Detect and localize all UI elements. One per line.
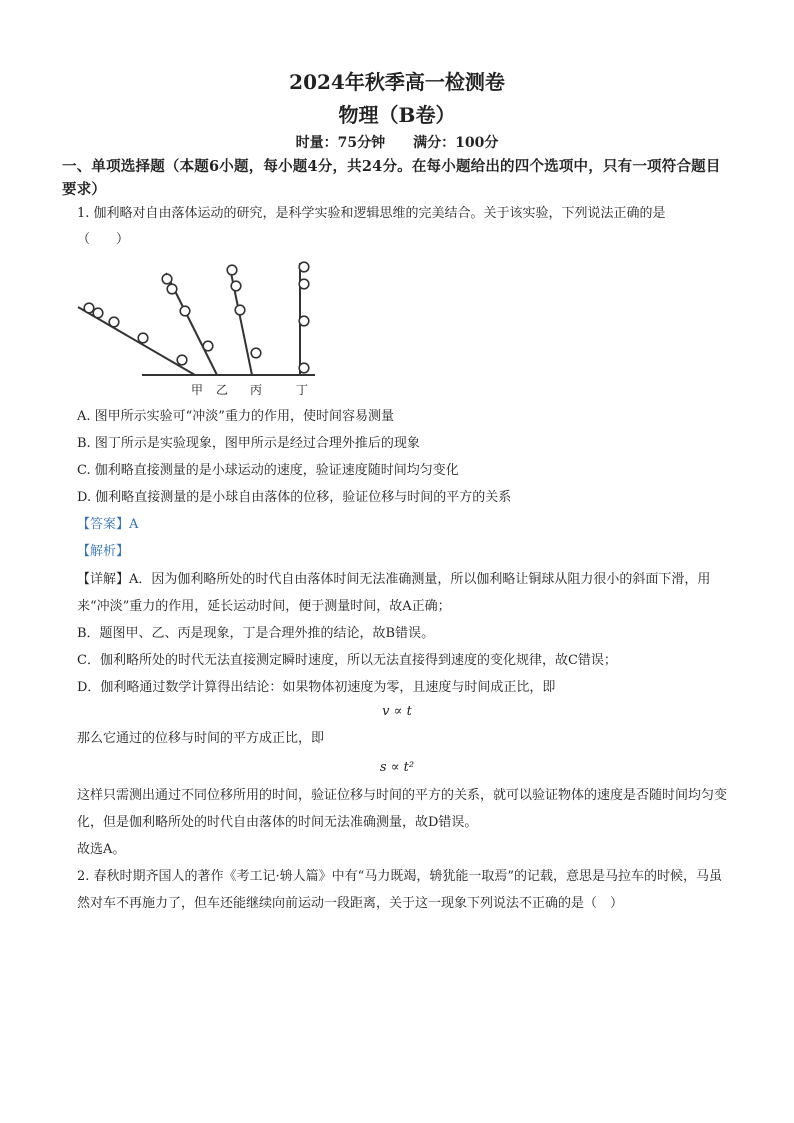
detail-d-conclusion: 这样只需测出通过不同位移所用的时间，验证位移与时间的平方的关系，就可以验证物体的速度是否随时间均匀变化，但是伽利略所处的时代自由落体的时间无法准确测量，故D错误。: [77, 788, 728, 830]
detail-a: 【详解】A．因为伽利略所处的时代自由落体时间无法准确测量，所以伽利略让铜球从阻力很小的斜面下滑，用来“冲淡”重力的作用，延长运动时间，便于测量时间，故A正确；: [77, 572, 711, 614]
ball-bing-1: [227, 265, 237, 275]
ball-ding-2: [299, 279, 309, 289]
question-1-stem-paren: （ ）: [77, 232, 130, 247]
question-1-stem: 1. 伽利略对自由落体运动的研究，是科学实验和逻辑思维的完美结合。关于该实验，下列说法正确的是: [77, 206, 666, 221]
page-subtitle: 物理（B卷）: [338, 103, 456, 127]
ball-jia-3: [109, 317, 119, 327]
option-c: C. 伽利略直接测量的是小球运动的速度，验证速度随时间均匀变化: [77, 463, 459, 478]
formula-s-proportional-t-squared: s ∝ t²: [379, 760, 415, 775]
ball-jia-2: [93, 308, 103, 318]
ball-jia-4: [138, 333, 148, 343]
option-a: A. 图甲所示实验可“冲淡”重力的作用，使时间容易测量: [77, 409, 394, 424]
answer: 【答案】A: [77, 517, 139, 532]
final-choice: 故选A。: [77, 842, 126, 857]
analysis-label: 【解析】: [77, 544, 130, 559]
figure-label-ding: 丁: [296, 383, 309, 397]
figure-label-bing: 丙: [250, 383, 263, 397]
ball-yi-2: [167, 284, 177, 294]
exam-meta: 时量：75分钟 满分：100分: [295, 135, 499, 151]
detail-d-continued: 那么它通过的位移与时间的平方成正比，即: [77, 731, 325, 746]
figure-label-yi: 乙: [216, 383, 229, 397]
ball-yi-3: [180, 306, 190, 316]
option-b: B. 图丁所示是实验现象，图甲所示是经过合理外推后的现象: [77, 436, 420, 451]
ball-ding-4: [299, 363, 309, 373]
ball-yi-1: [162, 274, 172, 284]
detail-d: D．伽利略通过数学计算得出结论：如果物体初速度为零，且速度与时间成正比，即: [77, 680, 556, 695]
formula-v-proportional-t: v ∝ t: [382, 704, 412, 719]
ball-jia-1: [84, 303, 94, 313]
option-d: D. 伽利略直接测量的是小球自由落体的位移，验证位移与时间的平方的关系: [77, 490, 512, 505]
ball-jia-5: [177, 355, 187, 365]
ball-bing-2: [231, 281, 241, 291]
question-2-stem: 2. 春秋时期齐国人的著作《考工记·辀人篇》中有“马力既竭，辀犹能一取焉”的记载，意思是马拉车的时候，马虽然对车不再施力了，但车还能继续向前运动一段距离，关于这一现象下列说法不正确的是（ ）: [77, 869, 722, 911]
ball-ding-3: [299, 316, 309, 326]
detail-c: C．伽利略所处的时代无法直接测定瞬时速度，所以无法直接得到速度的变化规律，故C错误；: [77, 653, 617, 668]
ball-yi-4: [203, 341, 213, 351]
section-heading: 一、单项选择题（本题6小题，每小题4分，共24分。在每小题给出的四个选项中，只有一项符合题目要求）: [62, 158, 721, 198]
ball-bing-4: [251, 348, 261, 358]
ball-bing-3: [235, 305, 245, 315]
page-title: 2024年秋季高一检测卷: [289, 70, 505, 94]
inclined-plane-figure: [70, 255, 330, 400]
ball-ding-1: [299, 262, 309, 272]
detail-b: B．题图甲、乙、丙是现象，丁是合理外推的结论，故B错误。: [77, 626, 435, 641]
figure-label-jia: 甲: [191, 383, 204, 397]
